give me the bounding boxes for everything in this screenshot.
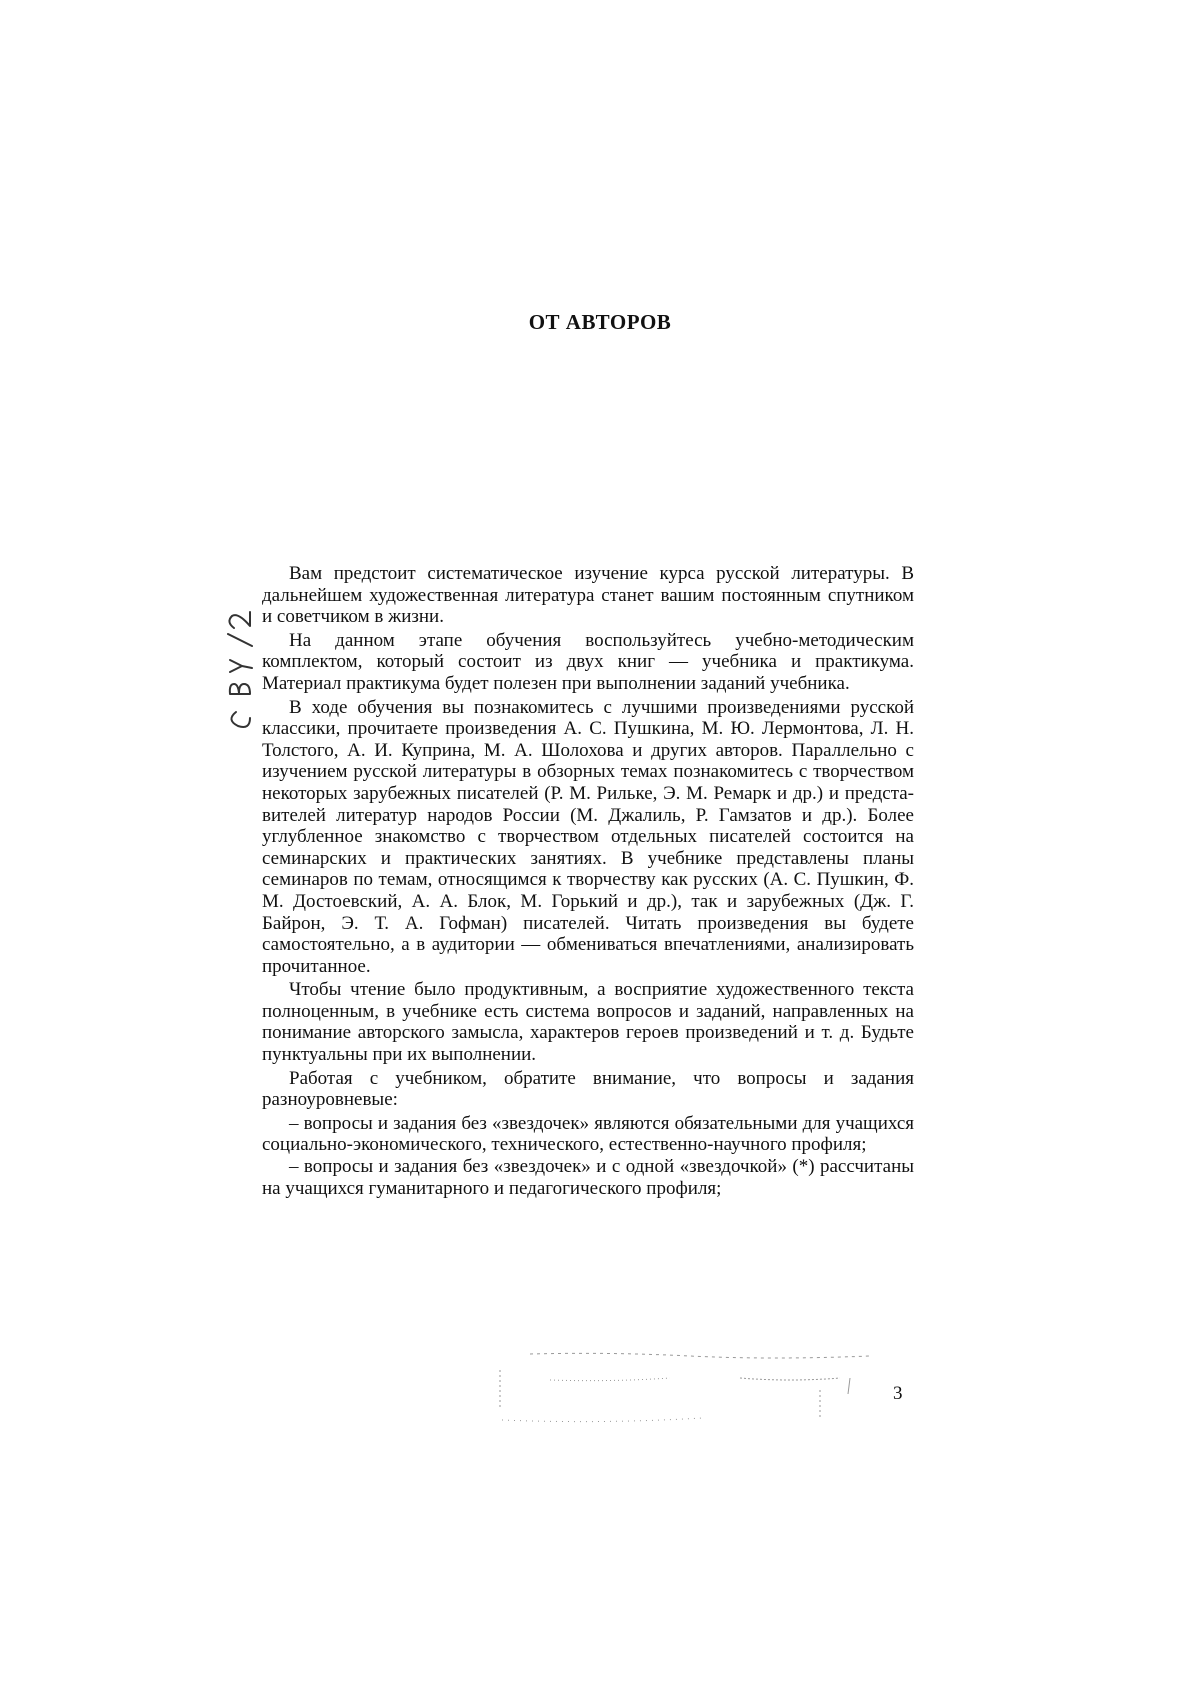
page-title: ОТ АВТОРОВ <box>528 310 672 334</box>
body-text <box>262 563 914 1199</box>
page-number: 3 <box>893 1383 903 1404</box>
paragraph: Вам предстоит систематическое изучение курса русской литературы. В дальнейшем художественная литература станет вашим постоянным спутником и советчиком в жизни. <box>262 563 914 628</box>
list-item: – вопросы и задания без «звездочек» являются обязательными для учащихся социально-экономического, технического, естественно-научного профиля; <box>262 1112 914 1156</box>
handwritten-margin-note <box>212 570 268 730</box>
scan-artifact <box>490 1350 890 1470</box>
list-item: – вопросы и задания без «звездочек» и с одной «звездочкой» (*) рассчитаны на учащихся гуманитарного и педагогического профиля; <box>262 1156 914 1199</box>
paragraph: На данном этапе обучения воспользуйтесь учебно-методическим комплектом, который состоит из двух книг — учебника и практикума. Материал практикума будет полезен при выполнении заданий учебника. <box>262 629 914 694</box>
paragraph: В ходе обучения вы познакомитесь с лучшими произведениями русской классики, прочитаете произведения А. С. Пушкина, М. Ю. Лермонтова, Л. Н. Толстого, А. И. Куприна, М. А. Шолохова и других авторов. Параллельно с изучением русской литературы в обзорных темах познакомитесь с творчеством некоторых зарубежных писателей (Р. М. Рильке, Э. М. Ремарк и др.) и представителей литератур народов России (М. Джалиль, Р. Гамзатов и др.). Более углубленное знакомство с творчеством отдельных писателей состоится на семинарских и практических занятиях. В учебнике представлены планы семинаров по темам, относящимся к творчеству как русских (А. С. Пушкин, Ф. М. Достоевский, А. А. Блок, М. Горький и др.), так и зарубежных (Дж. Г. Байрон, Э. Т. А. Гофман) писателей. Читать произведения вы будете самостоятельно, а в аудитории — обмениваться впечатлениями, анализировать прочитанное. <box>262 696 914 977</box>
paragraph: Чтобы чтение было продуктивным, а восприятие художественного текста полноценным, в учебнике есть система вопросов и заданий, направленных на понимание авторского замысла, характеров героев произведений и т. д. Будьте пунктуальны при их выполнении. <box>262 979 914 1066</box>
paragraph: Работая с учебником, обратите внимание, что вопросы и задания разноуровневые: <box>262 1067 914 1111</box>
